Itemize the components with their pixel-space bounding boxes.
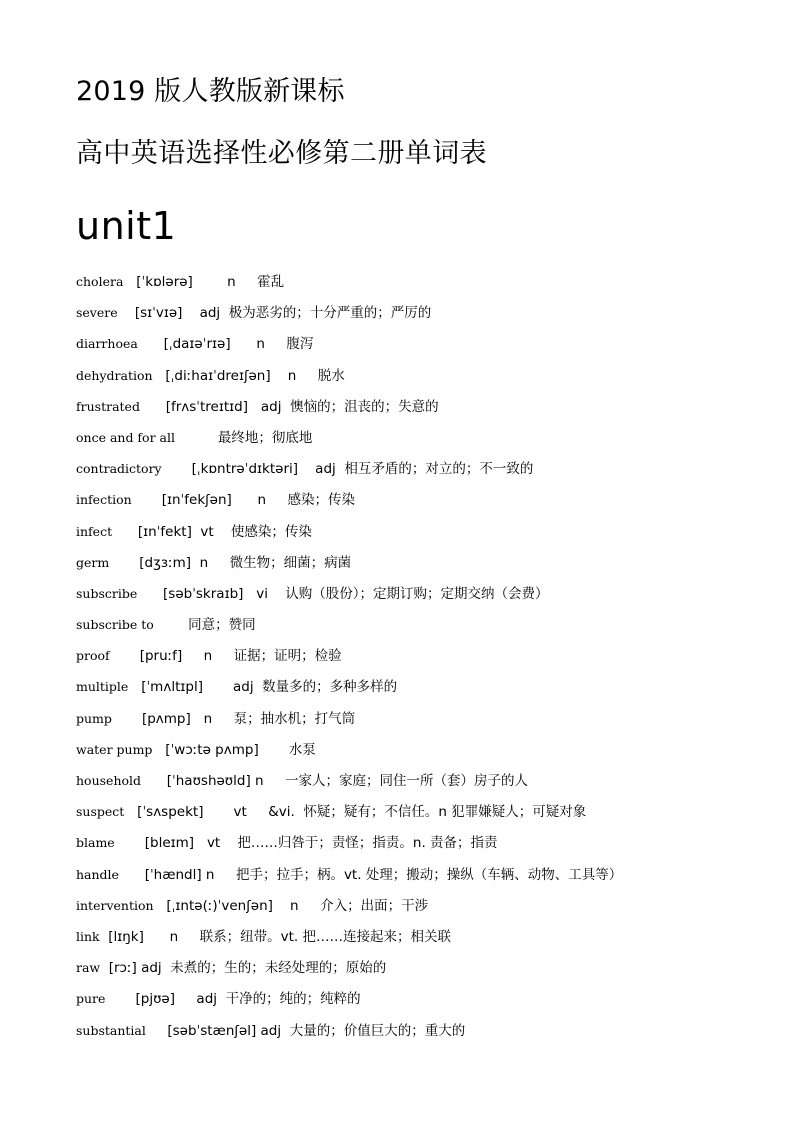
vocab-word: pump (76, 710, 112, 726)
vocab-entry (76, 360, 776, 391)
vocab-entry (76, 391, 776, 422)
vocab-entry (76, 297, 776, 328)
vocab-entry (76, 859, 776, 890)
vocab-word: frustrated (76, 398, 140, 414)
vocab-entry (76, 266, 776, 297)
vocab-definition: [ˌdaɪəˈrɪə] n 腹泻 (137, 336, 314, 353)
vocab-definition: [bleɪm] vt 把……归咎于；责怪；指责。n. 责备；指责 (114, 835, 498, 852)
unit-heading: unit1 (76, 204, 177, 248)
vocab-word: severe (76, 305, 118, 321)
vocab-word: dehydration (76, 367, 153, 383)
vocab-word: multiple (76, 679, 129, 695)
vocab-entry (76, 609, 776, 640)
vocab-entry (76, 640, 776, 671)
vocab-definition: [rɔː] adj 未煮的；生的；未经处理的；原始的 (100, 960, 387, 977)
vocab-word: handle (76, 866, 119, 882)
vocab-word: link (76, 928, 100, 944)
vocab-word: substantial (76, 1022, 146, 1038)
vocab-definition: [ˈhændl] n 把手；拉手；柄。vt. 处理；搬动；操纵（车辆、动物、工具等） (118, 866, 623, 883)
vocab-entry (76, 921, 776, 952)
vocab-word: suspect (76, 804, 125, 820)
vocab-definition: [ɪnˈfekʃən] n 感染；传染 (131, 492, 356, 509)
vocab-definition: [ɪnˈfekt] vt 使感染；传染 (112, 523, 312, 540)
vocab-word: subscribe to (76, 617, 154, 633)
vocab-definition: [pjʊə] adj 干净的；纯的；纯粹的 (105, 991, 361, 1008)
vocab-word: cholera (76, 274, 124, 289)
vocab-definition: [dʒɜːm] n 微生物；细菌；病菌 (109, 554, 352, 571)
vocab-entry (76, 1015, 776, 1046)
vocab-definition: [ˈhaʊshəʊld] n 一家人；家庭；同住一所（套）房子的人 (141, 773, 529, 789)
vocab-entry (76, 422, 776, 453)
vocab-definition: [ˌɪntə(ː)ˈvenʃən] n 介入；出面；干涉 (153, 897, 429, 914)
document-title-line2: 高中英语选择性必修第二册单词表 (76, 138, 487, 169)
vocab-entry (76, 796, 776, 827)
vocab-entry (76, 516, 776, 547)
vocab-entry (76, 484, 776, 515)
vocab-word: intervention (76, 897, 154, 913)
vocab-entry (76, 671, 776, 702)
vocab-definition: [ˈmʌltɪpl] adj 数量多的；多种多样的 (128, 679, 398, 696)
vocab-entry (76, 453, 776, 484)
vocab-definition: [ˈkɒlərə] n 霍乱 (123, 274, 285, 290)
vocab-entry (76, 703, 776, 734)
vocab-definition: 最终地；彻底地 (174, 429, 313, 446)
vocab-definition: [ˌkɒntrəˈdɪktəri] adj 相互矛盾的；对立的；不一致的 (161, 461, 534, 478)
vocab-entry (76, 827, 776, 858)
vocab-word: water pump (76, 741, 153, 757)
vocab-entry (76, 547, 776, 578)
vocab-word: germ (76, 554, 110, 570)
vocab-entry (76, 983, 776, 1014)
vocab-entry (76, 578, 776, 609)
vocab-entry (76, 765, 776, 796)
vocab-word: raw (76, 960, 101, 976)
vocab-definition: [səbˈstænʃəl] adj 大量的；价值巨大的；重大的 (145, 1022, 466, 1039)
vocab-entry (76, 328, 776, 359)
vocab-definition: [ˌdiːhaɪˈdreɪʃən] n 脱水 (152, 367, 345, 384)
vocab-definition: [pruːf] n 证据；证明；检验 (109, 648, 342, 665)
vocab-definition: [ˈwɔːtə pʌmp] 水泵 (152, 741, 316, 758)
vocab-word: infection (76, 492, 132, 508)
vocab-word: pure (76, 991, 106, 1007)
vocab-word: contradictory (76, 461, 162, 477)
vocab-entry (76, 952, 776, 983)
vocab-word: blame (76, 835, 115, 851)
vocab-word: subscribe (76, 585, 138, 601)
vocab-definition: [sɪˈvɪə] adj 极为恶劣的；十分严重的；严厉的 (117, 305, 432, 322)
vocab-word: household (76, 773, 142, 788)
vocab-definition: 同意；赞同 (153, 617, 256, 634)
vocab-definition: [pʌmp] n 泵；抽水机；打气筒 (111, 710, 356, 727)
vocab-definition: [frʌsˈtreɪtɪd] adj 懊恼的；沮丧的；失意的 (139, 398, 439, 415)
vocab-word: once and for all (76, 429, 175, 445)
vocab-word: diarrhoea (76, 336, 138, 352)
document-title-line1: 2019 版人教版新课标 (76, 76, 345, 107)
vocab-definition: [səbˈskraɪb] vi 认购（股份）；定期订购；定期交纳（会费） (137, 585, 549, 602)
vocab-word: proof (76, 648, 110, 664)
vocab-entry (76, 734, 776, 765)
vocab-definition: [ˈsʌspekt] vt &vi. 怀疑；疑有；不信任。n 犯罪嫌疑人；可疑对象 (124, 804, 587, 821)
vocab-entry (76, 890, 776, 921)
vocab-definition: [lɪŋk] n 联系；纽带。vt. 把……连接起来；相关联 (99, 928, 452, 945)
vocabulary-list (76, 266, 776, 1046)
vocab-word: infect (76, 523, 113, 539)
